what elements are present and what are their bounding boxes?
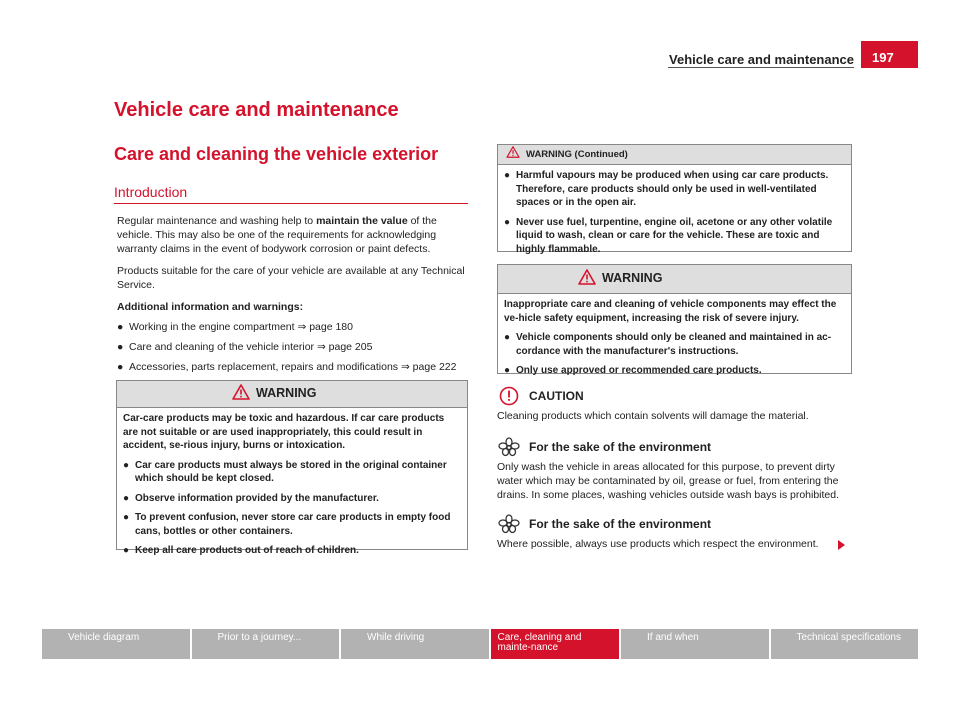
environment-note <box>497 436 857 502</box>
warning-continued-box <box>497 144 852 255</box>
tab-care-cleaning-maintenance[interactable]: Care, cleaning and mainte-nance <box>491 629 620 659</box>
intro-paragraph-2: Products suitable for the care of your vehicle are available at any Technical Service. <box>117 265 465 291</box>
warning-header <box>498 265 851 294</box>
warning-header <box>117 381 467 408</box>
list-item: ● Working in the engine compartment ⇒ page 180 <box>117 321 353 333</box>
caution-exclamation-icon <box>497 385 521 407</box>
warning-title: WARNING <box>256 386 317 401</box>
caution-title: CAUTION <box>529 389 584 403</box>
warning-body <box>498 165 851 262</box>
list-item: ● Keep all care products out of reach of children. <box>123 545 359 556</box>
environment-text: Where possible, always use products which respect the environment. <box>497 538 819 550</box>
subsection-title: Introduction <box>114 184 188 200</box>
additional-info-label: Additional information and warnings: <box>117 301 304 313</box>
caution-header <box>497 385 857 407</box>
chapter-nav <box>42 629 918 659</box>
caution-note <box>497 385 857 423</box>
list-item: ● To prevent confusion, never store car care products in empty food cans, bottles or other containers. <box>123 512 451 537</box>
tab-vehicle-diagram[interactable]: Vehicle diagram <box>42 629 190 659</box>
intro-paragraph-1: Regular maintenance and washing help to maintain the value of the vehicle. This may also be one of the requirements for acknowledging warranty claims in the event of bodywork corrosion or paint defects. <box>117 215 437 255</box>
warning-header <box>498 145 851 165</box>
list-item: ● Observe information provided by the manufacturer. <box>123 492 379 504</box>
warning-box <box>497 264 852 374</box>
list-item: ● Never use fuel, turpentine, engine oil, acetone or any other volatile liquid to wash, clean or care for the vehicle. These are toxic and highly flammable. <box>504 216 833 255</box>
environment-title: For the sake of the environment <box>529 517 712 531</box>
caution-text: Cleaning products which contain solvents will damage the material. <box>497 410 809 422</box>
warning-triangle-icon <box>578 269 596 290</box>
header-rule <box>668 67 854 68</box>
intro-text <box>117 214 469 380</box>
environment-title: For the sake of the environment <box>529 440 712 454</box>
cross-reference-link[interactable]: Care and cleaning of the vehicle interior ⇒ page 205 <box>129 341 373 353</box>
warning-body <box>498 294 851 384</box>
continue-arrow-icon <box>838 540 845 550</box>
warning-text: Inappropriate care and cleaning of vehicle components may effect the ve-hicle safety equipment, increasing the risk of severe injury. <box>504 299 837 324</box>
warning-box <box>116 380 468 556</box>
environment-flower-icon <box>497 436 521 458</box>
tab-while-driving[interactable]: While driving <box>341 629 489 659</box>
running-header-title: Vehicle care and maintenance <box>669 52 854 67</box>
page-number: 197 <box>861 41 918 68</box>
emphasis: maintain the value <box>316 215 408 227</box>
environment-flower-icon <box>497 513 521 535</box>
tab-prior-to-journey[interactable]: Prior to a journey... <box>192 629 340 659</box>
cross-reference-link[interactable]: Accessories, parts replacement, repairs and modifications ⇒ page 222 <box>129 361 457 373</box>
list-item: ● Vehicle components should only be cleaned and maintained in ac-cordance with the manufacturer's instructions. <box>504 332 832 357</box>
warning-title: WARNING <box>602 271 663 286</box>
warning-text: Car-care products may be toxic and hazardous. If car care products are not suitable or are used inappropriately, this could result in accident, se-rious injury, burns or intoxication. <box>123 413 445 451</box>
warning-triangle-icon <box>506 146 520 163</box>
subsection-rule <box>114 203 468 204</box>
warning-title: WARNING (Continued) <box>526 148 628 160</box>
list-item: ● Only use approved or recommended care products. <box>504 365 762 376</box>
warning-triangle-icon <box>232 384 250 405</box>
list-item: ● Harmful vapours may be produced when using car care products. Therefore, care products should only be used in well-ventilated spaces or in the open air. <box>504 170 829 208</box>
section-title: Care and cleaning the vehicle exterior <box>114 144 439 164</box>
cross-reference-link[interactable]: Working in the engine compartment ⇒ page 180 <box>129 321 353 333</box>
environment-note <box>497 513 857 551</box>
warning-body <box>117 408 467 564</box>
list-item: ● Accessories, parts replacement, repairs and modifications ⇒ page 222 <box>117 361 457 373</box>
list-item: ● Care and cleaning of the vehicle interior ⇒ page 205 <box>117 341 373 353</box>
environment-text: Only wash the vehicle in areas allocated for this purpose, to prevent dirty water which may be contaminated by oil, grease or fuel, from entering the drains. In some places, washing vehicles outside wash bays is prohibited. <box>497 461 840 501</box>
tab-if-and-when[interactable]: If and when <box>621 629 769 659</box>
list-item: ● Car care products must always be stored in the original container which should be kept closed. <box>123 459 447 484</box>
tab-technical-specifications[interactable]: Technical specifications <box>771 629 919 659</box>
chapter-title: Vehicle care and maintenance <box>114 99 399 121</box>
environment-header <box>497 436 857 458</box>
environment-header <box>497 513 857 535</box>
